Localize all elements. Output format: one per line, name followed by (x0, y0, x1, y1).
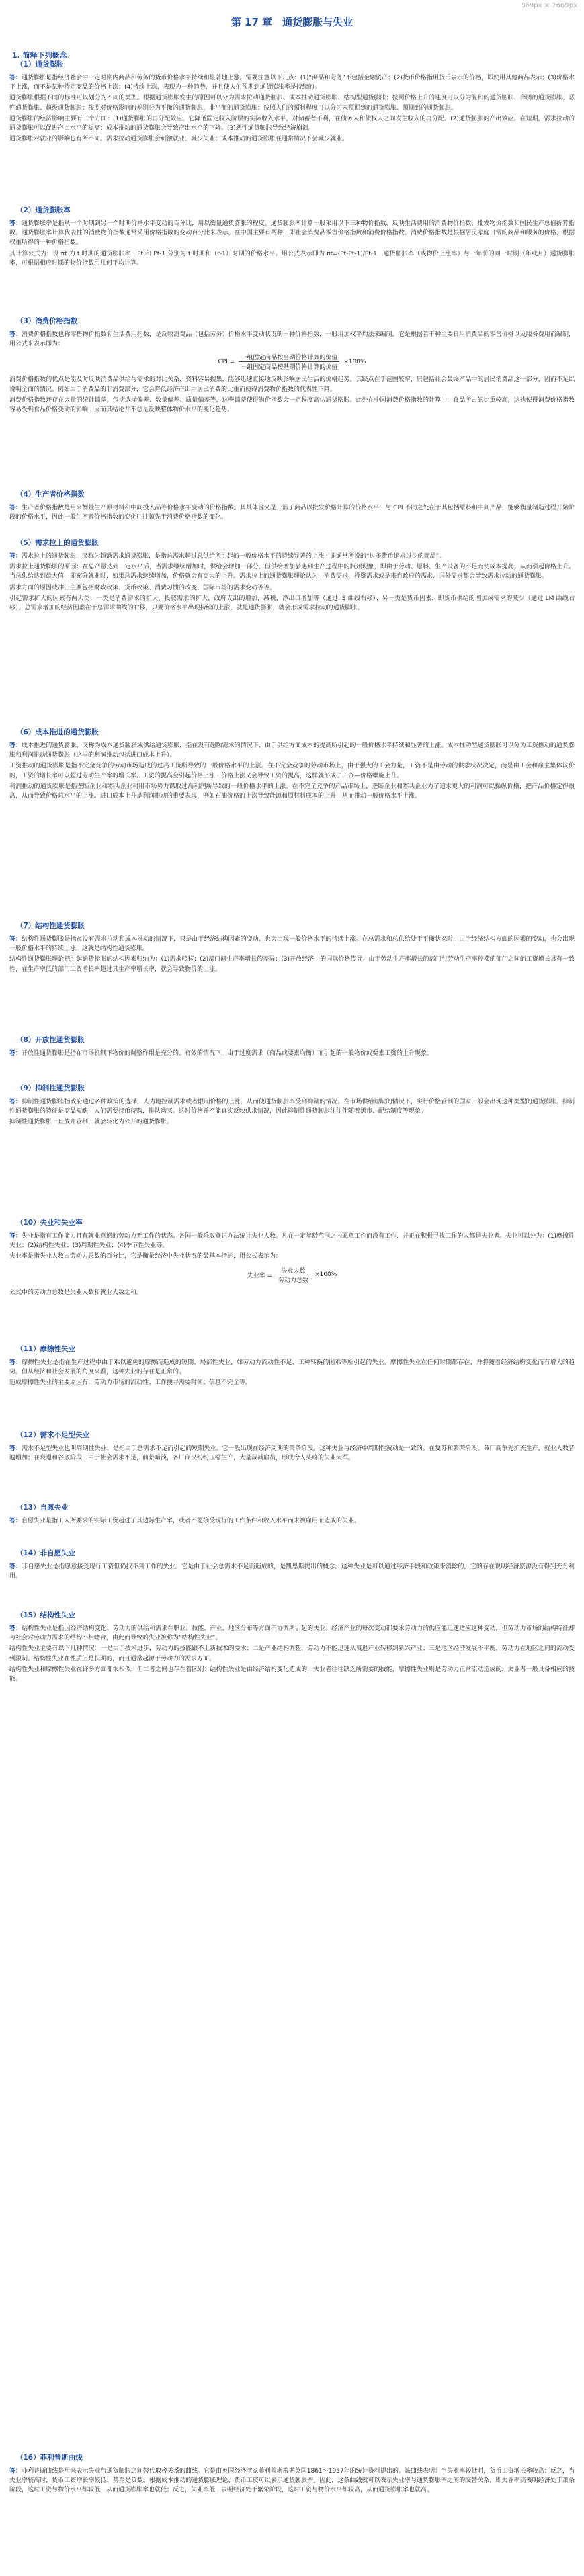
formula-numerator: 一组固定商品按当期价格计算的价值 (239, 353, 339, 362)
concept-paragraph (9, 330, 575, 349)
concept-block (9, 489, 575, 523)
concept-heading: （2）通货膨胀率 (16, 206, 71, 214)
paragraph-text: 菲利普斯曲线是用来表示失业与通货膨胀之间替代取舍关系的曲线。它是由英国经济学家菲利普斯根据英国1861～1957年的统计资料提出的。该曲线表明：当失业率较低时，货币工资增长率较高；反之，当失业率较高时，货币工资增长率较低，甚至是负数。根据成本推动的通货膨胀理论，货币工资可以表示通货膨胀率。因此，这条曲线就可以表示失业率与通货膨胀率之间的交替关系，即失业率高表明经济处于萧条阶段，这时工资与物价水平都较低，从而通货膨胀率也就低；反之，失业率低，表明经济处于繁荣阶段，这时工资与物价水平都较高，从而通货膨胀率也就高。 (9, 2468, 575, 2494)
concept-block (9, 1548, 575, 1582)
paragraph-text: 摩擦性失业是指在生产过程中由于难以避免的摩擦而造成的短期、局部性失业，如劳动力流动性不足、工种转换的困难等所引起的失业。摩擦性失业在任何时期都存在，并将随着经济结构变化而有增大的趋势。但从经济和社会发展的角度来看，这种失业的存在是正常的。 (9, 1359, 575, 1376)
paragraph-text: 结构性失业和摩擦性失业在许多方面都很相似，但二者之间也存在着区别：结构性失业是由经济结构变化造成的，失业者往往缺乏所需要的技能，摩擦性失业则是劳动力正常流动造成的，失业者一般具备相应的技能。 (9, 1666, 575, 1683)
concept-heading: （1）通货膨胀 (16, 60, 64, 69)
paragraph-text: 造成摩擦性失业的主要原因有：劳动力市场的流动性；工作搜寻需要时间；信息不完全等。 (9, 1379, 252, 1387)
concept-paragraph (9, 1117, 575, 1127)
paragraph-text: 需求拉上通货膨胀的原因：在总产量达到一定水平后，当需求继续增加时，供给会增加一部分，但供给增加会遇到生产过程中的瓶颈现象，即由于劳动、原料、生产设备的不足而使成本提高，从而引起价格上升。当总供给达到最大值，即充分就业时，如果总需求继续增加，价格就会有更大的上升。需求拉上的通货膨胀理论认为，消费需求、投资需求或是来自政府的需求、国外需求都会导致需求拉动的通货膨胀。 (9, 564, 575, 581)
paragraph-text: 开放性通货膨胀是指在市场机制下物价的调整作用是充分的、有效的情况下，由于过度需求（商品或要素均衡）而引起的一般物价或要素工资的上升现象。 (22, 1050, 433, 1057)
answer-label: 答： (9, 1233, 22, 1240)
concept-paragraph (9, 935, 575, 953)
paragraph-text: 通货膨胀的经济影响主要有三个方面：(1)通货膨胀的再分配效应。它降低固定收入阶层的实际收入水平，对储蓄者不利，在债务人和债权人之间发生收入的再分配。(2)通货膨胀的产出效应。在短期，需求拉动的通货膨胀可以促进产出水平的提高；成本推动的通货膨胀会导致产出水平的下降。(3)恶性通货膨胀导致经济崩溃。 (9, 115, 575, 132)
concept-paragraph (9, 1049, 575, 1058)
concept-paragraph (9, 134, 575, 144)
paragraph-text: 工资推动的通货膨胀是指不完全竞争的劳动市场造成的过高工资所导致的一般价格水平的上涨。在不完全竞争的劳动市场上，由于强大的工会力量，工资不是由劳动的供求状况决定，而是由工会和雇主集体议价的，工资的增长率可以超过劳动生产率的增长率。工资的提高会引起价格上涨，价格上涨又会导致工资的提高，这样就形成了工资—价格螺旋上升。 (9, 763, 575, 779)
answer-label: 答： (9, 1518, 22, 1525)
image-dimensions: 869px × 7669px (521, 2, 577, 9)
paragraph-text: 生产者价格指数是用来衡量生产原材料和中间投入品等价格水平变动的价格指数。其具体含义是一篮子商品以批发价格计算的价格水平，与 CPI 不同之处在于其包括原料和中间产品，能够衡量制造过程开始阶段的价格水平，因此一般生产者价格指数的变化往往领先于消费价格指数的变化。 (9, 505, 575, 521)
paragraph-text: 非自愿失业是指愿意接受现行工资但仍找不到工作的失业。它是由于社会总需求不足而造成的，是凯恩斯提出的概念。这种失业是可以通过经济手段和政策来消除的，它的存在说明经济资源没有得到充分利用。 (9, 1563, 575, 1580)
concept-paragraph (9, 782, 575, 801)
concept-paragraph (9, 1232, 575, 1250)
paragraph-text: 需求不足型失业也叫周期性失业，是指由于总需求不足而引起的短期失业。它一般出现在经济周期的萧条阶段。这种失业与经济中周期性波动是一致的。在复苏和繁荣阶段，各厂商争先扩充生产，就业人数普遍增加；在衰退和谷底阶段，由于社会需求不足，前景暗淡，各厂商又纷纷压缩生产，大量裁减雇员，形成令人头疼的失业大军。 (9, 1445, 575, 1462)
paragraph-text: 抑制性通货膨胀一旦放开管制，就会转化为公开的通货膨胀。 (9, 1119, 173, 1126)
concept-paragraph (9, 219, 575, 248)
concept-block (9, 1502, 575, 1527)
answer-label: 答： (9, 1099, 22, 1105)
answer-label: 答： (9, 553, 22, 560)
answer-label: 答： (9, 331, 22, 338)
concept-heading: （6）成本推进的通货膨胀 (16, 728, 99, 736)
paragraph-text: 公式中的劳动力总数是失业人数和就业人数之和。 (9, 1289, 143, 1296)
paragraph-text: 消费价格指数还存在大量的统计偏差，包括选择偏差、数量偏差、质量偏差等，这些偏差使得物价指数会一定程度高估通货膨胀。此外在中国消费价格指数的计算中，食品所占的比重较高，这也使得消费价格指数容易受到食品价格变动的影响，因而其结论并不总是反映整体物价水平的变化趋势。 (9, 396, 575, 414)
concept-paragraph (9, 114, 575, 133)
concept-heading: （14）非自愿失业 (16, 1549, 76, 1557)
paragraph-text: 结构性失业是指因经济结构变化，劳动力的供给和需求在职业、技能、产业、地区分布等方面不协调所引起的失业。经济产业的每次变动都要求劳动力的供应能迅速适应这种变动，但劳动力市场的结构特征却与社会对劳动力需求的结构不相吻合，由此而导致的失业被称为“结构性失业”。 (9, 1625, 575, 1642)
concept-block (9, 1083, 575, 1129)
concept-paragraph (9, 741, 575, 760)
concept-paragraph (9, 1288, 575, 1297)
answer-label: 答： (9, 2468, 22, 2475)
formula-tail: ×100% (343, 358, 366, 366)
concept-paragraph (9, 594, 575, 613)
concept-block (9, 1344, 575, 1389)
concept-block (9, 205, 575, 269)
concept-block (9, 316, 575, 416)
concept-heading: （10）失业和失业率 (16, 1219, 83, 1227)
concept-paragraph (9, 1624, 575, 1643)
answer-label: 答： (9, 220, 22, 227)
concept-block (9, 1035, 575, 1060)
paragraph-text: 成本推进的通货膨胀，又称为成本通货膨胀或供给通货膨胀，指在没有超额需求的情况下，由于供给方面成本的提高所引起的一般价格水平持续和显著的上涨。成本推动型通货膨胀可以分为工资推动的通货膨胀和利润推动通货膨胀（这里的利润推动包括进口成本上升）。 (9, 742, 575, 759)
formula-fraction (239, 353, 339, 371)
concept-heading: （11）摩擦性失业 (16, 1345, 76, 1353)
formula (9, 1266, 575, 1284)
concept-block (9, 920, 575, 976)
paragraph-text: 引起需求扩大的因素有两大类：一类是消费需求的扩大，投资需求的扩大，政府支出的增加，减税，净出口增加等（通过 IS 曲线右移）；另一类是货币因素，即货币供给的增加或需求的减少（通过 LM 曲线右移）。总需求增加的经济因素在于总需求曲线的右移，只要价格水平出现持续的上涨，就是通货膨胀，就会形成需求拉动的通货膨胀。 (9, 595, 575, 612)
concept-heading: （5）需求拉上的通货膨胀 (16, 539, 99, 547)
answer-label: 答： (9, 936, 22, 943)
paragraph-text: 结构性通货膨胀理论把引起通货膨胀的结构因素归纳为：(1)需求转移；(2)部门间生产率增长的差异；(3)开放经济中的国际价格传导。由于劳动生产率增长的部门与劳动生产率停滞的部门之间的工资增长具有一致性，在生产率低的部门工资增长率超过其生产率增长率，就会导致物价的上涨。 (9, 956, 575, 973)
chapter-title: 第 17 章 通货膨胀与失业 (231, 16, 353, 28)
concept-paragraph (9, 1665, 575, 1684)
paragraph-text: 消费价格指数的优点是能及时反映消费品供给与需求的对比关系，资料容易搜集，能够迅速直接地反映影响居民生活的价格趋势。其缺点在于范围较窄，只包括社会最终产品中的居民消费品这一部分，因而不足以说明全面的情况。例如由于消费品的非消费部分，它会降低经济产出中居民消费的比重而使得消费物价指数的代表性下降。 (9, 376, 575, 393)
formula-denominator: 劳动力总数 (278, 1277, 309, 1284)
concept-paragraph (9, 761, 575, 780)
paragraph-text: 利润推动的通货膨胀是指垄断企业和寡头企业利用市场势力谋取过高利润所导致的一般价格水平的上涨。在不完全竞争的产品市场上，垄断企业和寡头企业为了追求更大的利润可以操纵价格，把产品价格定得很高，从而导致价格总水平的上涨。进口成本上升是利润推动的重要表现，例如石油价格的上涨导致能源和原材料成本的上升，从而推动一般价格水平上涨。 (9, 783, 575, 800)
answer-label: 答： (9, 75, 22, 81)
paragraph-text: 通货膨胀是指经济社会中一定时期内商品和劳务的货币价格水平持续和显著地上涨。需要注意以下几点：(1)“商品和劳务”不包括金融资产；(2)货币价格指用货币表示的价格，即使用其他商品表示；(3)价格水平上涨，而不是某种特定商品的价格上涨；(4)持续上涨，表现为一种趋势，并且使人们预期到通货膨胀率是持续的。 (9, 75, 575, 91)
concept-paragraph (9, 1516, 575, 1526)
concept-paragraph (9, 1097, 575, 1116)
answer-label: 答： (9, 1445, 22, 1452)
answer-label: 答： (9, 1625, 22, 1632)
concept-paragraph (9, 1644, 575, 1663)
concept-heading: （4）生产者价格指数 (16, 490, 85, 499)
concept-paragraph (9, 375, 575, 394)
concept-paragraph (9, 955, 575, 974)
paragraph-text: 其计算公式为：设 πt 为 t 时期的通货膨胀率，Pt 和 Pt-1 分别为 t 时期和（t-1）时期的价格水平。用公式表示即为 πt=(Pt-Pt-1)/Pt-1，通货膨胀率（或物价上涨率）与一年前的同一时期（年或月）通货膨胀率，可根据相应时期的物价指数用几何平均计算。 (9, 250, 575, 267)
paragraph-text: 结构性通货膨胀是指在没有需求拉动和成本推动的情况下，只是由于经济结构因素的变动，也会出现一般价格水平的持续上涨。在总需求和总供给处于平衡状态时，由于经济结构方面的因素的变动，也会出现一般价格水平的持续上涨，这就是结构性通货膨胀。 (9, 936, 575, 953)
paragraph-text: 需求拉上的通货膨胀，又称为超额需求通货膨胀，是指总需求超过总供给所引起的一般价格水平的持续显著的上涨，即通常所说的“过多货币追求过少的商品”。 (22, 553, 446, 560)
concept-paragraph (9, 562, 575, 581)
concept-paragraph (9, 1358, 575, 1377)
formula-numerator: 失业人数 (280, 1266, 308, 1275)
paragraph-text: 通货膨胀根据不同的标准可以划分为不同的类型。根据通货膨胀发生的原因可以分为需求拉动通货膨胀、成本推动通货膨胀、结构型通货膨胀；按照价格上升的速度可以分为温和的通货膨胀、奔腾的通货膨胀、恶性通货膨胀、超级通货膨胀；按照对价格影响的差别分为平衡的通货膨胀、非平衡的通货膨胀；按照人们的预料程度可以分为未预期到的通货膨胀、预期到的通货膨胀。 (9, 95, 575, 112)
concept-heading: （13）自愿失业 (16, 1504, 69, 1512)
concept-paragraph (9, 1444, 575, 1463)
concept-block (9, 1217, 575, 1299)
paragraph-text: 失业率是指失业人数占劳动力总数的百分比，它是衡量经济中失业状况的最基本指标，用公式表示为： (9, 1253, 282, 1260)
concept-heading: （9）抑制性通货膨胀 (16, 1084, 85, 1092)
formula-fraction (276, 1266, 310, 1284)
formula-lhs: 失业率 = (247, 1272, 273, 1279)
concept-block (9, 538, 575, 614)
paragraph-text: 通货膨胀对就业的影响也有所不同。需求拉动通货膨胀会刺激就业、减少失业；成本推动的通货膨胀在通常情况下会减少就业。 (9, 136, 349, 143)
concept-heading: （12）需求不足型失业 (16, 1431, 90, 1439)
answer-label: 答： (9, 1050, 22, 1057)
formula-tail: ×100% (315, 1271, 337, 1279)
concept-block (9, 1610, 575, 1685)
concept-paragraph (9, 1252, 575, 1261)
concept-heading: （7）结构性通货膨胀 (16, 922, 85, 930)
section-label: 1. 简释下列概念： (12, 51, 75, 60)
concept-block (9, 59, 575, 145)
concept-paragraph (9, 93, 575, 112)
concept-block (9, 2452, 575, 2497)
paragraph-text: 结构性失业主要有以下几种情况：一是由于技术进步，劳动力的技能跟不上新技术的要求；二是产业结构调整，劳动力不能迅速从衰退产业转移到新兴产业；三是地区经济发展不平衡，劳动力在地区之间的流动受到限制。结构性失业在性质上是长期的，而且通常起源于劳动力的需求方面。 (9, 1645, 575, 1662)
formula-lhs: CPI = (218, 358, 235, 366)
concept-paragraph (9, 396, 575, 415)
answer-label: 答： (9, 1563, 22, 1570)
paragraph-text: 抑制性通货膨胀指政府通过各种政策的选择，人为地控制需求或者限制价格的上涨，从而使通货膨胀率受到抑制的情况。在市场供给短缺的情况下，实行价格管制的国家一般会出现这种类型的通货膨胀。抑制性通货膨胀的特征是商品短缺，人们需要持币待购，排队购买。这时价格并不能真实反映供求情况，因此抑制性通货膨胀往往伴随着黑市、配给制度等现象。 (9, 1099, 575, 1115)
concept-heading: （15）结构性失业 (16, 1611, 76, 1619)
concept-block (9, 1430, 575, 1464)
concept-paragraph (9, 1378, 575, 1387)
paragraph-text: 需求方面的原因或冲击主要包括财政政策、货币政策、消费习惯的改变、国际市场的需求变动等等。 (9, 584, 276, 591)
concept-paragraph (9, 503, 575, 522)
answer-label: 答： (9, 1359, 22, 1366)
concept-paragraph (9, 2466, 575, 2495)
concept-paragraph (9, 583, 575, 593)
concept-paragraph (9, 1562, 575, 1581)
concept-block (9, 727, 575, 802)
answer-label: 答： (9, 505, 22, 511)
concept-paragraph (9, 249, 575, 268)
paragraph-text: 自愿失业是指工人所要求的实际工资超过了其边际生产率，或者不愿接受现行的工作条件和收入水平而未被雇用而造成的失业。 (22, 1518, 361, 1525)
formula-denominator: 一组固定商品按基期价格计算的价值 (241, 364, 338, 372)
concept-heading: （3）消费价格指数 (16, 317, 78, 325)
paragraph-text: 通货膨胀率是指从一个时期到另一个时期价格水平变动的百分比，用以衡量通货膨胀的程度。通货膨胀率计算一般采用以下三种物价指数，反映生活费用的消费物价指数、批发物价指数和国民生产总值折算指数。通货膨胀率计算代表性的消费物价指数通常采用价格指数的变动百分比来表示。在中国主要有两种，即社会消费品零售价格指数和消费价格指数。消费价格指数是根据居民家庭日常的商品和服务的价格，根据权重所得的一种价格指数。 (9, 220, 575, 247)
concept-heading: （16）菲利普斯曲线 (16, 2454, 83, 2462)
concept-paragraph (9, 73, 575, 92)
answer-label: 答： (9, 742, 22, 749)
paragraph-text: 消费价格指数也称零售物价指数和生活费用指数，是反映消费品（包括劳务）价格水平变动状况的一种价格指数，一般用加权平均法来编制。它是根据若干种主要日用消费品的零售价格以及服务费用而编制，用公式来表示即为： (9, 331, 575, 348)
paragraph-text: 失业是指有工作能力且有就业意愿的劳动力无工作的状态。各国一般采取登记办法统计失业人数。凡在一定年龄范围之内愿意工作而没有工作，并正在积极寻找工作的人都是失业者。失业可以分为：(1)摩擦性失业；(2)结构性失业；(3)周期性失业；(4)季节性失业等。 (9, 1233, 575, 1250)
concept-paragraph (9, 552, 575, 561)
formula (9, 353, 575, 371)
concept-heading: （8）开放性通货膨胀 (16, 1036, 85, 1044)
